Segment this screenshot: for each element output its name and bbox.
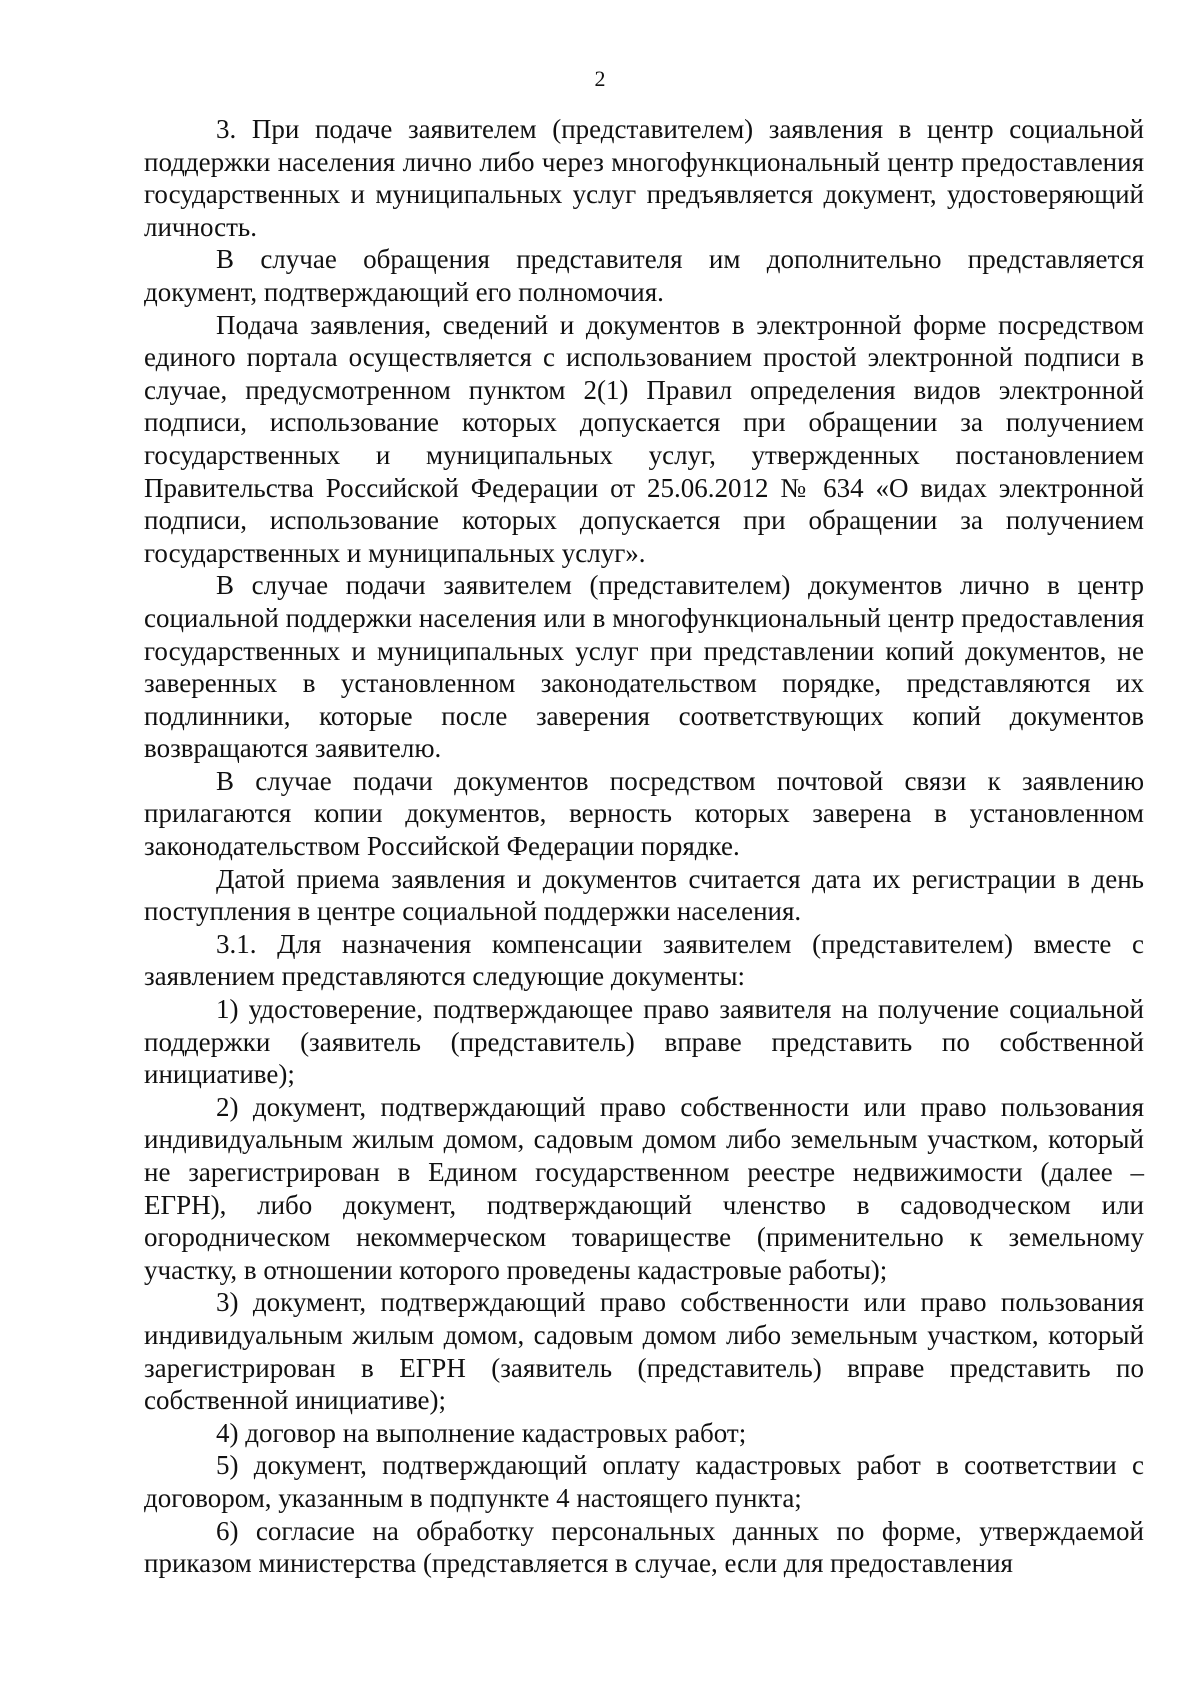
list-item-3: 3) документ, подтверждающий право собственности или право пользования индивидуальным жилым домом, садовым домом либо земельным участком, который зарегистрирован в ЕГРН (заявитель (представитель) вправе представить по собственной инициативе); xyxy=(144,1287,1144,1416)
paragraph-personal-submission-copies: В случае подачи заявителем (представителем) документов лично в центр социальной поддержки населения или в многофункциональный центр предоставления государственных и муниципальных услуг при представлении копий документов, не заверенных в установленном законодательством порядке, представляются их подлинники, которые после заверения соответствующих копий документов возвращаются заявителю. xyxy=(144,570,1144,764)
list-item-1: 1) удостоверение, подтверждающее право заявителя на получение социальной поддержки (заявитель (представитель) вправе представить по собственной инициативе); xyxy=(144,994,1144,1090)
paragraph-submission-identity: 3. При подаче заявителем (представителем) заявления в центр социальной поддержки населения лично либо через многофункциональный центр предоставления государственных и муниципальных услуг предъявляется документ, удостоверяющий личность. xyxy=(144,114,1144,242)
list-item-4: 4) договор на выполнение кадастровых работ; xyxy=(216,1417,747,1448)
paragraph-electronic-submission: Подача заявления, сведений и документов в электронной форме посредством единого портала осуществляется с использованием простой электронной подписи в случае, предусмотренном пунктом 2(1) Правил определения видов электронной подписи, использование которых допускается при обращении за получением государственных и муниципальных услуг, утвержденных постановлением Правительства Российской Федерации от 25.06.2012 № 634 «О видах электронной подписи, использование которых допускается при обращении за получением государственных и муниципальных услуг». xyxy=(144,309,1144,568)
paragraph-representative-authority: В случае обращения представителя им дополнительно представляется документ, подтверждающий его полномочия. xyxy=(144,244,1144,307)
list-item-5: 5) документ, подтверждающий оплату кадастровых работ в соответствии с договором, указанным в подпункте 4 настоящего пункта; xyxy=(144,1450,1144,1513)
paragraph-postal-submission: В случае подачи документов посредством почтовой связи к заявлению прилагаются копии документов, верность которых заверена в установленном законодательством Российской Федерации порядке. xyxy=(144,765,1144,862)
list-item-2: 2) документ, подтверждающий право собственности или право пользования индивидуальным жилым домом, садовым домом либо земельным участком, который не зарегистрирован в Едином государственном реестре недвижимости (далее – ЕГРН), либо документ, подтверждающий членство в садоводческом или огородническом некоммерческом товариществе (применительно к земельному участку, в отношении которого проведены кадастровые работы); xyxy=(144,1091,1144,1285)
paragraph-section-3-1: 3.1. Для назначения компенсации заявителем (представителем) вместе с заявлением представляются следующие документы: xyxy=(144,928,1144,992)
paragraph-acceptance-date: Датой приема заявления и документов считается дата их регистрации в день поступления в центре социальной поддержки населения. xyxy=(144,863,1144,927)
document-body xyxy=(144,113,1144,1580)
list-item-6: 6) согласие на обработку персональных данных по форме, утверждаемой приказом министерства (представляется в случае, если для предоставления xyxy=(144,1515,1144,1579)
page-number: 2 xyxy=(594,66,606,91)
